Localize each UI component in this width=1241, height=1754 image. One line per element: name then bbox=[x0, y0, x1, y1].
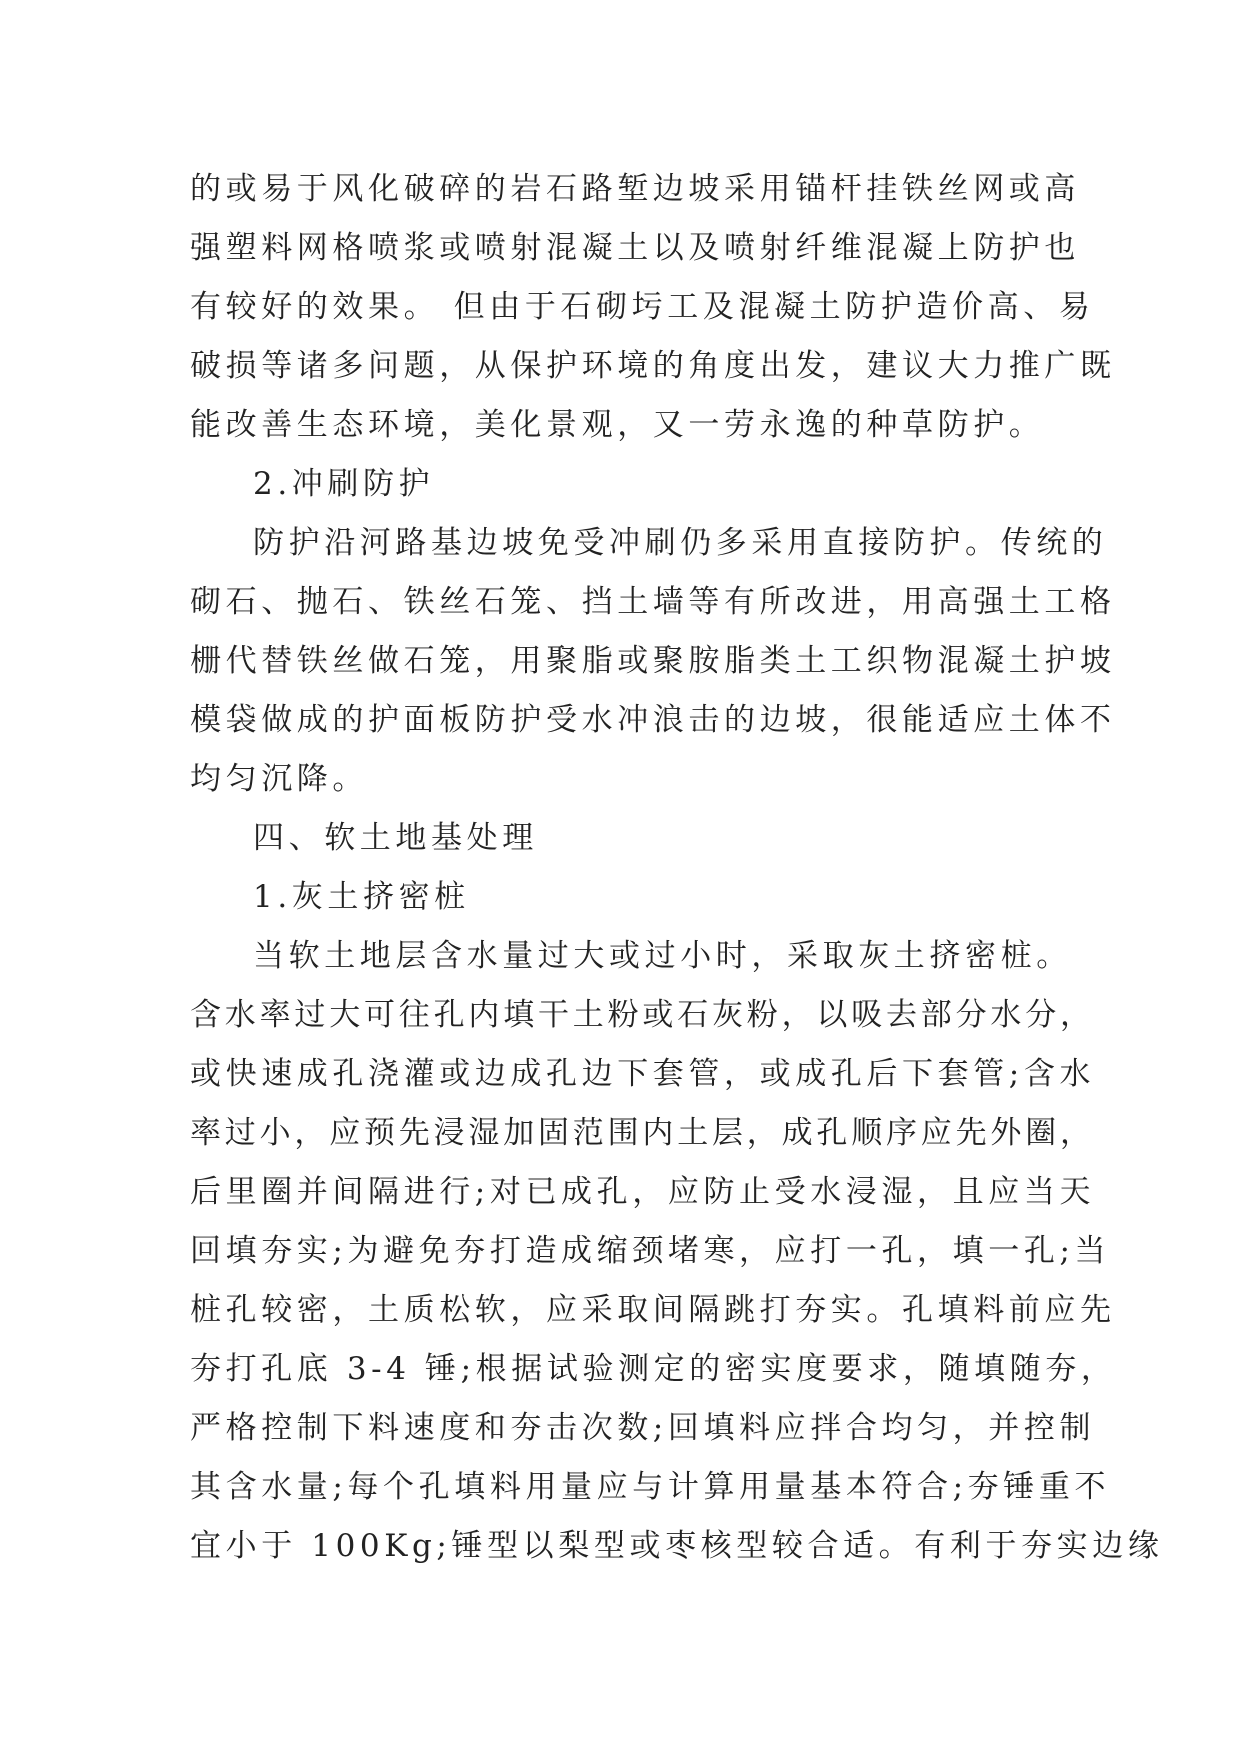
section-heading-erosion-protection: 2.冲刷防护 bbox=[253, 466, 435, 502]
paragraph-line: 有较好的效果。 但由于石砌圬工及混凝土防护造价高、易 bbox=[190, 289, 1095, 325]
section-heading-lime-soil-pile: 1.灰土挤密桩 bbox=[253, 879, 470, 915]
paragraph-line: 当软土地层含水量过大或过小时，采取灰土挤密桩。 bbox=[253, 938, 1072, 974]
paragraph-line: 强塑料网格喷浆或喷射混凝土以及喷射纤维混凝上防护也 bbox=[190, 230, 1080, 266]
paragraph-line: 宜小于 100Kg;锤型以梨型或枣核型较合适。有利于夯实边缘 bbox=[190, 1528, 1164, 1564]
paragraph-line: 模袋做成的护面板防护受水冲浪击的边坡，很能适应土体不 bbox=[190, 702, 1116, 738]
paragraph-line: 栅代替铁丝做石笼，用聚脂或聚胺脂类土工织物混凝土护坡 bbox=[190, 643, 1116, 679]
section-heading-soft-soil: 四、软土地基处理 bbox=[253, 820, 538, 856]
paragraph-line: 砌石、抛石、铁丝石笼、挡土墙等有所改进，用高强土工格 bbox=[190, 584, 1116, 620]
paragraph-line: 桩孔较密，土质松软，应采取间隔跳打夯实。孔填料前应先 bbox=[190, 1292, 1116, 1328]
document-body bbox=[190, 160, 1164, 1576]
paragraph-line: 能改善生态环境，美化景观，又一劳永逸的种草防护。 bbox=[190, 407, 1045, 443]
paragraph-line: 回填夯实;为避免夯打造成缩颈堵寒，应打一孔，填一孔;当 bbox=[190, 1233, 1111, 1269]
paragraph-line: 含水率过大可往孔内填干土粉或石灰粉，以吸去部分水分， bbox=[190, 997, 1095, 1033]
paragraph-line: 后里圈并间隔进行;对已成孔，应防止受水浸湿，且应当天 bbox=[190, 1174, 1096, 1210]
paragraph-line: 的或易于风化破碎的岩石路堑边坡采用锚杆挂铁丝网或高 bbox=[190, 171, 1080, 207]
paragraph-line: 均匀沉降。 bbox=[190, 761, 368, 797]
paragraph-line: 或快速成孔浇灌或边成孔边下套管，或成孔后下套管;含水 bbox=[190, 1056, 1096, 1092]
paragraph-line: 率过小，应预先浸湿加固范围内土层，成孔顺序应先外圈， bbox=[190, 1115, 1095, 1151]
paragraph-line: 破损等诸多问题，从保护环境的角度出发，建议大力推广既 bbox=[190, 348, 1116, 384]
paragraph-line: 防护沿河路基边坡免受冲刷仍多采用直接防护。传统的 bbox=[253, 525, 1108, 561]
paragraph-line: 严格控制下料速度和夯击次数;回填料应拌合均匀，并控制 bbox=[190, 1410, 1096, 1446]
paragraph-line: 夯打孔底 3-4 锤;根据试验测定的密实度要求，随填随夯， bbox=[190, 1351, 1117, 1387]
paragraph-line: 其含水量;每个孔填料用量应与计算用量基本符合;夯锤重不 bbox=[190, 1469, 1111, 1505]
